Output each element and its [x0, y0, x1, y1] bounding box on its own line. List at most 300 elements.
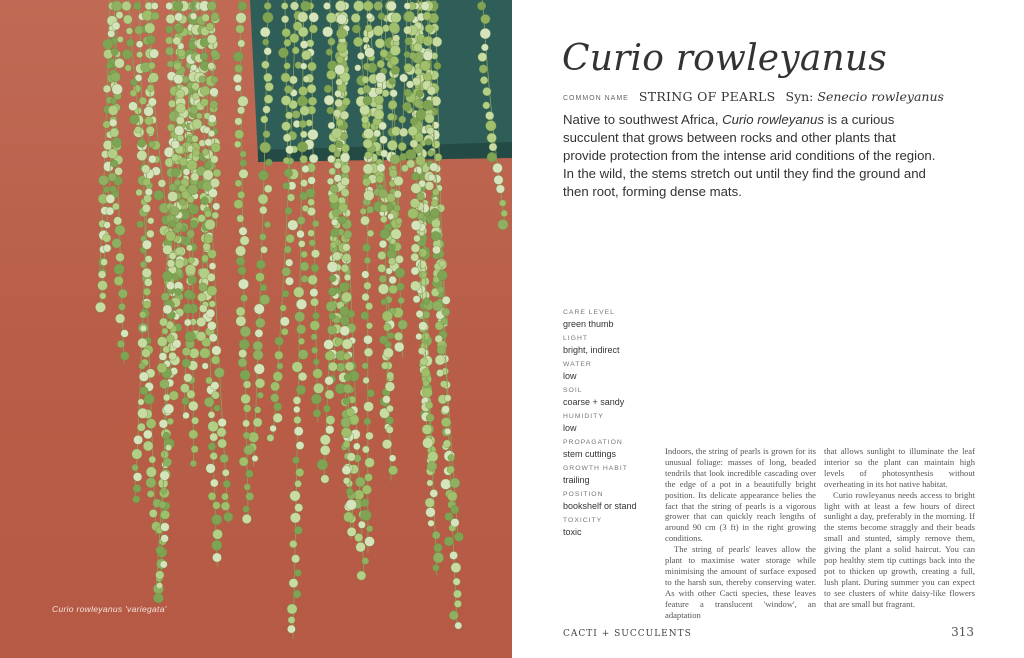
pearl [356, 542, 366, 552]
pearl [293, 396, 301, 404]
pearl [169, 352, 177, 360]
pearl [280, 317, 289, 326]
pearl [145, 256, 152, 263]
pearl [295, 504, 303, 512]
pearl [357, 571, 366, 580]
pearl [428, 520, 435, 527]
text-page [512, 0, 1024, 658]
pearl [197, 317, 206, 326]
pearl [243, 432, 250, 439]
pearl [324, 85, 332, 93]
pearl [99, 175, 109, 185]
pearl [341, 165, 350, 174]
pearl [148, 98, 156, 106]
pearl [379, 336, 387, 344]
pearl [311, 250, 319, 258]
pearl [211, 76, 218, 83]
pearl [387, 113, 394, 120]
pearl [345, 362, 354, 371]
pearl [239, 349, 247, 357]
pearl [364, 335, 373, 344]
pearl [185, 264, 196, 275]
pearl [235, 180, 242, 187]
pearl [281, 96, 291, 106]
pearl [389, 455, 396, 462]
pearl [207, 273, 215, 281]
pearl [143, 441, 153, 451]
pearl [486, 112, 494, 120]
pearl [114, 264, 125, 275]
pearl [133, 496, 140, 503]
pearl [234, 200, 243, 209]
pearl [201, 255, 208, 262]
pearl [406, 81, 413, 88]
pearl [340, 316, 350, 326]
care-key: WATER [563, 361, 592, 368]
pearl [494, 175, 503, 184]
pearl [207, 321, 216, 330]
pearl [391, 229, 402, 240]
pearl [363, 96, 372, 105]
pearl [355, 533, 363, 541]
pearl [362, 178, 370, 186]
care-key: CARE LEVEL [563, 309, 615, 316]
pearl [237, 107, 245, 115]
pearl [422, 425, 432, 435]
pearl [297, 325, 306, 334]
care-value: stem cuttings [563, 449, 617, 459]
pearl [308, 129, 319, 140]
pearl [241, 394, 251, 404]
pearl [205, 139, 212, 146]
pearl [326, 301, 336, 311]
pearl [106, 207, 114, 215]
pearl [149, 456, 156, 463]
pearl [326, 13, 336, 23]
common-name-row [563, 89, 944, 104]
pearl [297, 96, 308, 107]
pearl [301, 251, 308, 258]
pearl [290, 2, 298, 10]
pearl [206, 23, 214, 31]
pearl [294, 287, 305, 298]
pearl [212, 391, 220, 399]
pearl [310, 288, 318, 296]
pearl [174, 74, 184, 84]
pearl [297, 230, 305, 238]
pearl [208, 421, 219, 432]
pearl [380, 204, 388, 212]
pearl [235, 130, 244, 139]
pearl [300, 155, 308, 163]
pearl [442, 308, 450, 316]
pearl [290, 513, 300, 523]
pearl [313, 369, 323, 379]
pearl [302, 205, 309, 212]
pearl [212, 212, 219, 219]
pearl [147, 490, 154, 497]
pearl [285, 207, 293, 215]
care-key: LIGHT [563, 335, 589, 342]
pearl [393, 35, 400, 42]
pearl [362, 271, 370, 279]
pearl [290, 491, 301, 502]
pearl [442, 406, 450, 414]
pearl [295, 569, 302, 576]
pearl [336, 363, 345, 372]
pearl [339, 283, 349, 293]
pearl [281, 16, 288, 23]
care-value: bright, indirect [563, 345, 620, 355]
pearl [148, 218, 155, 225]
pearl [147, 230, 155, 238]
pearl [116, 11, 123, 18]
pearl [361, 510, 372, 521]
pearl [363, 128, 373, 138]
pearl [139, 311, 146, 318]
pearl [419, 322, 428, 331]
pearl [425, 114, 435, 124]
pearl [487, 152, 497, 162]
pearl [414, 99, 422, 107]
pearl [416, 90, 423, 97]
pearl [408, 208, 419, 219]
pearl [343, 384, 352, 393]
pearl [388, 258, 396, 266]
pearl [143, 430, 152, 439]
pearl [411, 220, 421, 230]
pearl [421, 2, 430, 11]
pearl [367, 230, 374, 237]
pearl [433, 564, 440, 571]
pearl [433, 552, 444, 563]
pearl [405, 149, 416, 160]
pearl [320, 445, 330, 455]
pearl [136, 51, 142, 57]
pearl [149, 509, 157, 517]
pearl [255, 329, 263, 337]
pearl [163, 432, 170, 439]
pearl [104, 222, 111, 229]
pearl [199, 305, 207, 313]
pearl [366, 525, 373, 532]
pearl [416, 333, 423, 340]
pearl [437, 346, 446, 355]
pearl [300, 262, 309, 271]
pearl [179, 199, 186, 206]
pearl [168, 100, 176, 108]
pearl [335, 65, 345, 75]
pearl [286, 146, 294, 154]
pearl [431, 231, 440, 240]
pearl [447, 466, 455, 474]
pearl [130, 90, 137, 97]
pearl [166, 281, 174, 289]
pearl [260, 27, 270, 37]
pearl [157, 363, 167, 373]
pearl [275, 351, 284, 360]
pearl [146, 126, 155, 135]
pearl [182, 347, 190, 355]
pearl [298, 27, 308, 37]
pearl [212, 553, 221, 562]
pearl [238, 96, 249, 107]
pearl [206, 309, 215, 318]
pearl [253, 341, 263, 351]
pearl [233, 74, 242, 83]
pearl [109, 119, 117, 127]
pearl [362, 244, 370, 252]
pearl [427, 480, 433, 486]
pearl [262, 61, 270, 69]
pearl [309, 25, 317, 33]
pearl [432, 531, 440, 539]
pearl [401, 165, 408, 172]
pearl [302, 165, 310, 173]
care-key: HUMIDITY [563, 413, 604, 420]
pearl [244, 484, 251, 491]
pearl [441, 479, 452, 490]
pearl [303, 76, 310, 83]
pearl [283, 182, 290, 189]
pearl [378, 13, 385, 20]
pearl [213, 203, 220, 210]
pearl [434, 543, 443, 552]
pearl [285, 259, 293, 267]
pearl [204, 162, 211, 169]
pearl [298, 350, 308, 360]
pearl [347, 527, 356, 536]
pearl [242, 514, 251, 523]
pearl [430, 489, 438, 497]
pearl [363, 63, 370, 70]
pearl [391, 127, 400, 136]
pearl [300, 63, 307, 70]
pearl [390, 155, 400, 165]
pearl [324, 340, 334, 350]
pearl [395, 268, 405, 278]
pearl [390, 45, 400, 55]
pearl [299, 87, 308, 96]
pearl [483, 87, 491, 95]
pearl [334, 175, 342, 183]
pearl [292, 457, 299, 464]
body-paragraph: Indoors, the string of pearls is grown for its unusual foliage: masses of long, beaded tendrils that look incredible cascading over the edge of a pot in a beautifully bright position. Its delicate appearance belies the fact that the string of pearls is a vigorous grower that can quickly reach lengths of around 90 cm (3 ft) in the right growing conditions. [665, 446, 816, 544]
pearl [287, 625, 295, 633]
care-item-care-level [563, 308, 673, 330]
pearl [147, 35, 156, 44]
pearl [287, 194, 295, 202]
pearl [328, 155, 336, 163]
pearl [161, 523, 170, 532]
pearl [169, 391, 178, 400]
pearl [357, 52, 364, 59]
pearl [297, 216, 305, 224]
pearl [342, 98, 350, 106]
pearl [98, 281, 108, 291]
pearl [331, 219, 338, 226]
pearl [210, 433, 218, 441]
pearl [450, 551, 458, 559]
intro-text-a: Native to southwest Africa, [563, 112, 719, 127]
pearl [260, 295, 270, 305]
pearl [402, 102, 411, 111]
pearl [454, 600, 461, 607]
pearl [238, 266, 246, 274]
pearl [420, 61, 430, 71]
pearl [138, 408, 148, 418]
pearl [281, 3, 288, 10]
pearl [246, 492, 254, 500]
pearl [202, 363, 209, 370]
pearl [210, 452, 218, 460]
pearl [430, 163, 439, 172]
pearl [241, 295, 248, 302]
pearl [375, 87, 382, 94]
pearl [423, 37, 432, 46]
pearl [387, 140, 397, 150]
pearl [280, 305, 287, 312]
pearl [159, 419, 168, 428]
pearl [173, 37, 181, 45]
pearl [244, 445, 254, 455]
pearl [112, 138, 122, 148]
pearl [151, 2, 158, 9]
pearl [188, 257, 195, 264]
pearl [311, 394, 321, 404]
pearl [336, 119, 343, 126]
pearl [376, 175, 384, 183]
pearl [110, 160, 117, 167]
pearl [115, 58, 125, 68]
pearl [111, 72, 121, 82]
pearl [146, 467, 156, 477]
pearl [137, 139, 146, 148]
pearl [423, 298, 430, 305]
pearl [360, 216, 369, 225]
pearl [145, 188, 153, 196]
care-info-list [563, 308, 673, 542]
pearl [163, 346, 170, 353]
pearl [137, 150, 147, 160]
pearl [365, 537, 375, 547]
pearl [405, 38, 413, 46]
pearl [182, 397, 190, 405]
pearl [343, 244, 351, 252]
pearl [144, 107, 154, 117]
pearl [108, 105, 118, 115]
pearl [133, 473, 142, 482]
pearl [140, 387, 148, 395]
pearl [309, 240, 316, 247]
pearl [122, 49, 132, 59]
pearl [296, 468, 304, 476]
pearl [477, 2, 485, 10]
pearl [308, 199, 315, 206]
pearl [326, 49, 333, 56]
pearl [341, 264, 349, 272]
pearl [188, 275, 197, 284]
pearl [423, 51, 433, 61]
pearl [159, 318, 167, 326]
pearl [351, 13, 360, 22]
pearl [341, 417, 351, 427]
pearl [240, 236, 249, 245]
pearl [126, 28, 133, 35]
pearl [207, 286, 217, 296]
pearl [236, 257, 245, 266]
pearl [411, 183, 421, 193]
pearl [294, 526, 302, 534]
pearl [190, 13, 197, 20]
pearl [132, 464, 139, 471]
pearl [336, 141, 343, 148]
pearl [437, 270, 447, 280]
pearl [284, 39, 291, 46]
pearl [365, 25, 372, 32]
pearl [243, 381, 251, 389]
pearl [378, 189, 387, 198]
photo-caption: Curio rowleyanus 'variegata' [52, 604, 167, 614]
pearl [334, 162, 341, 169]
pearl [480, 76, 488, 84]
pearl [200, 86, 210, 96]
pearl [328, 287, 337, 296]
pearl [177, 135, 184, 142]
pearl [141, 165, 150, 174]
pearl [301, 275, 308, 282]
pearl [362, 363, 368, 369]
pearl [233, 52, 243, 62]
pearl [418, 347, 425, 354]
pearl [379, 122, 387, 130]
pearl [422, 369, 431, 378]
pearl [167, 61, 174, 68]
pearl [294, 416, 302, 424]
pearl [134, 435, 143, 444]
pearl [435, 335, 443, 343]
pearl [108, 149, 118, 159]
pearl [339, 216, 347, 224]
pearl [140, 261, 147, 268]
pearl [390, 56, 399, 65]
pearl [180, 384, 189, 393]
pearl [238, 358, 247, 367]
pearl [171, 168, 180, 177]
pearl [308, 177, 316, 185]
pearl [333, 109, 341, 117]
pearl [207, 35, 217, 45]
pearl [311, 347, 318, 354]
pearl [285, 277, 293, 285]
pearl [292, 111, 300, 119]
pearl [201, 98, 209, 106]
pearl [161, 510, 170, 519]
pearl [341, 177, 350, 186]
pearl [103, 39, 114, 50]
pearl [95, 302, 105, 312]
pearl [382, 311, 393, 322]
pearl [365, 473, 373, 481]
pearl [493, 163, 503, 173]
pearl [438, 286, 444, 292]
pearl [430, 208, 439, 217]
pearl [341, 428, 351, 438]
pearl [340, 326, 350, 336]
pearl [164, 404, 174, 414]
pearl [243, 405, 251, 413]
pearl [243, 420, 250, 427]
